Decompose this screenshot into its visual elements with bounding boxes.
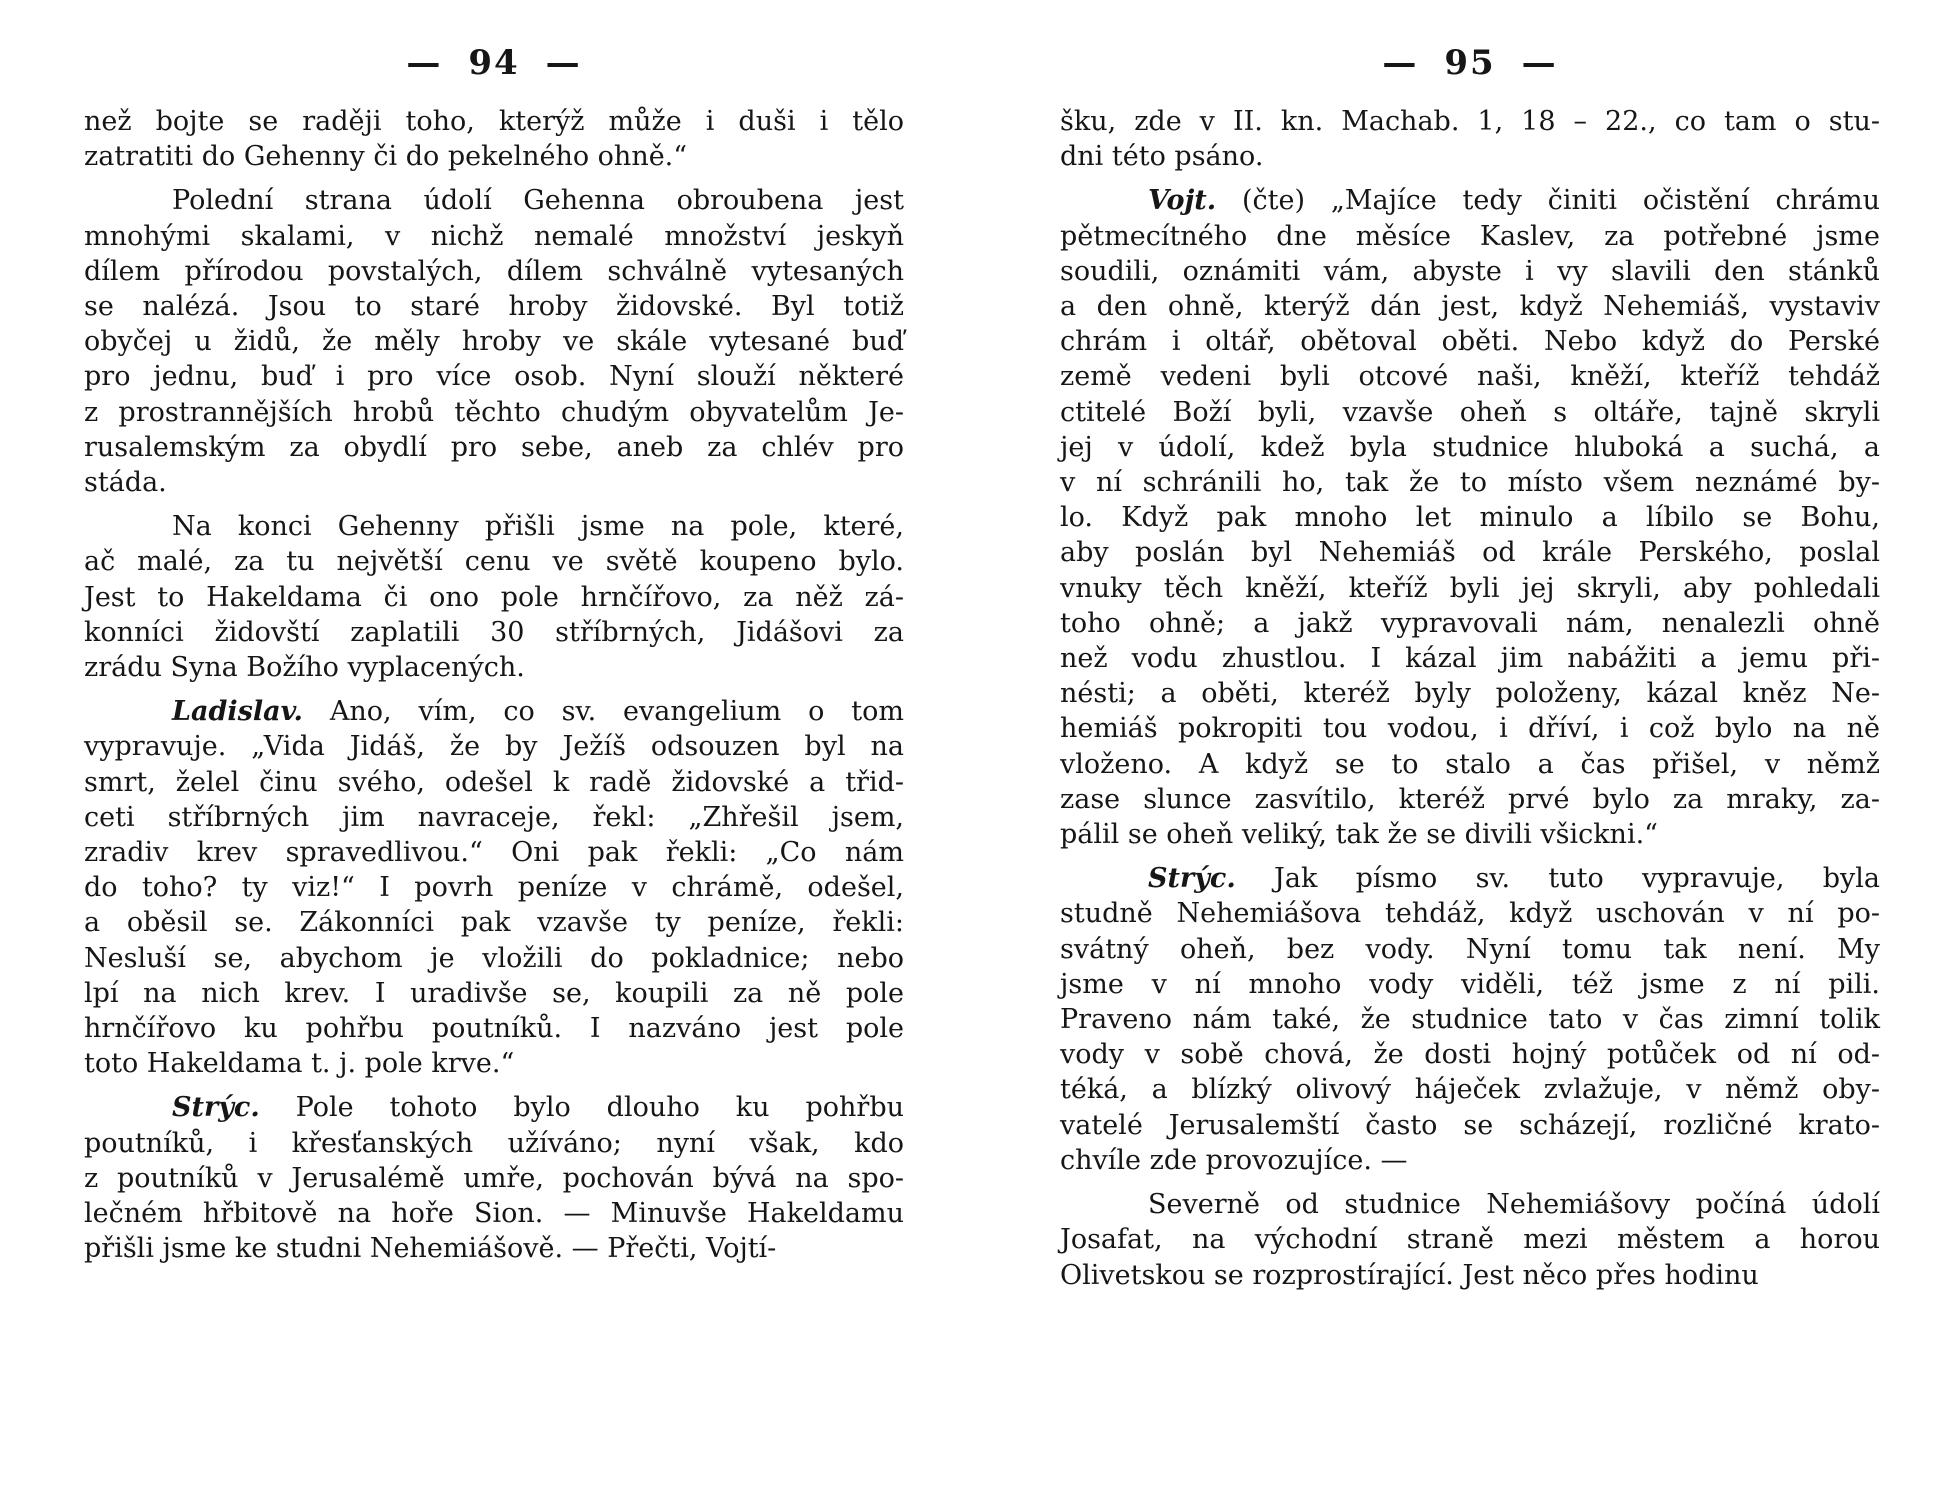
speaker-name: Ladislav. [172,696,303,728]
text-line: jsme v ní mnoho vody viděli, též jsme z ní pili. [1060,968,1880,1000]
text-line: Praveno nám také, že studnice tato v čas zimní tolik [1060,1004,1880,1036]
paragraph [84,509,904,685]
paragraph [1060,861,1880,1178]
text-line: rusalemským za obydlí pro sebe, aneb za chlév pro [84,431,904,463]
text-line: Polední strana údolí Gehenna obroubena jest [172,185,904,217]
text-line: lpí na nich krev. I uradivše se, koupili za ně pole [84,977,904,1009]
text-line [84,1090,904,1125]
text-line: zrádu Syna Božího vyplacených. [84,652,525,684]
speaker-name: Strýc. [1148,863,1236,895]
text-line: Olivetskou se rozprostírající. Jest něco přes hodinu [1060,1259,1759,1291]
text-line-content: Ano, vím, co sv. evangelium o tom [329,696,904,728]
page-number-right: — 95 — [1382,43,1558,83]
text-line: Nesluší se, abychom je vložili do pokladnice; nebo [84,942,904,974]
text-line: Josafat, na východní straně mezi městem a horou [1060,1224,1880,1256]
paragraph [1060,183,1880,852]
text-line: Na konci Gehenny přišli jsme na pole, které, [172,511,904,543]
text-line: země vedeni byli otcové naši, kněží, kteříž tehdáž [1060,361,1880,393]
speaker-name: Vojt. [1148,185,1217,217]
right-page [1060,38,1880,1478]
text-line: toho ohně; a jakž vypravovali nám, nenalezli ohně [1060,607,1880,639]
text-line: ceti stříbrných jim navraceje, řekl: „Zhřešil jsem, [84,801,904,833]
text-line: do toho? ty viz!“ I povrh peníze v chrámě, odešel, [84,872,904,904]
text-line: šku, zde v II. kn. Machab. 1, 18 – 22., co tam o stu- [1060,106,1880,137]
text-line: pálil se oheň veliký, tak že se divili všickni.“ [1060,819,1658,851]
text-line: mnohými skalami, v nichž nemalé množství jeskyň [84,220,904,252]
text-line: vloženo. A když se to stalo a čas přišel, v němž [1060,748,1880,780]
text-line: z poutníků v Jerusalémě umře, pochován bývá na spo- [84,1162,904,1194]
text-line: jej v údolí, kdež byla studnice hluboká a suchá, a [1060,431,1880,463]
text-line: smrt, želel činu svého, odešel k radě židovské a třid- [84,766,904,798]
page-number-left: — 94 — [406,43,582,83]
text-line: pětmecítného dne měsíce Kaslev, za potřebné jsme [1060,220,1880,252]
left-page [84,38,904,1478]
text-line: Severně od studnice Nehemiášovy počíná údolí [1148,1189,1880,1221]
text-line: vnuky těch kněží, kteříž byli jej skryli, aby pohledali [1060,572,1880,604]
text-line-content: Jak písmo sv. tuto vypravuje, byla [1274,863,1880,895]
paragraph [1060,104,1880,174]
text-line: lo. Když pak mnoho let minulo a líbilo se Bohu, [1060,502,1880,534]
text-line-content: (čte) „Majíce tedy činiti očistění chrámu [1241,185,1880,217]
text-line: a oběsil se. Zákonníci pak vzavše ty peníze, řekli: [84,907,904,939]
text-line: stáda. [84,467,167,499]
text-line [1060,861,1880,896]
text-line: nésti; a oběti, kteréž byly položeny, kázal kněz Ne- [1060,678,1880,710]
paragraph [84,104,904,174]
paragraph [84,183,904,500]
paragraph [84,1090,904,1266]
text-line: zatratiti do Gehenny či do pekelného ohně.“ [84,141,688,173]
text-line: hemiáš pokropiti tou vodou, i dříví, i což bylo na ně [1060,713,1880,745]
text-line: zradiv krev spravedlivou.“ Oni pak řekli: „Co nám [84,837,904,869]
text-line: se nalézá. Jsou to staré hroby židovské. Byl totiž [84,291,904,323]
text-line: dílem přírodou povstalých, dílem schválně vytesaných [84,255,904,287]
text-line: lečném hřbitově na hoře Sion. — Minuvše Hakeldamu [84,1198,904,1230]
text-line: pro jednu, buď i pro více osob. Nyní slouží některé [84,361,904,393]
text-line: hrnčířovo ku pohřbu poutníků. I nazváno jest pole [84,1013,904,1045]
text-line: vatelé Jerusalemští často se scházejí, rozličné krato- [1060,1109,1880,1141]
text-line: v ní schránili ho, tak že to místo všem neznámé by- [1060,467,1880,499]
text-line: ač malé, za tu největší cenu ve světě koupeno bylo. [84,546,904,578]
text-line: než bojte se raději toho, kterýž může i duši i tělo [84,106,904,137]
text-line: a den ohně, kterýž dán jest, když Nehemiáš, vystaviv [1060,291,1880,323]
text-line: než vodu zhustlou. I kázal jim nabážiti a jemu při- [1060,643,1880,675]
paragraph [84,694,904,1081]
text-line-content: Pole tohoto bylo dlouho ku pohřbu [295,1092,904,1124]
text-line: konníci židovští zaplatili 30 stříbrných, Jidášovi za [84,616,904,648]
text-line: svátný oheň, bez vody. Nyní tomu tak není. My [1060,933,1880,965]
text-line: aby poslán byl Nehemiáš od krále Perského, poslal [1060,537,1880,569]
text-line: obyčej u židů, že měly hroby ve skále vytesané buď [84,326,904,358]
text-line: chrám i oltář, obětoval oběti. Nebo když do Perské [1060,326,1880,358]
text-line: přišli jsme ke studni Nehemiášově. — Přečti, Vojtí- [84,1233,777,1265]
left-page-text [84,104,904,1267]
text-line: dni této psáno. [1060,141,1264,173]
text-line: studně Nehemiášova tehdáž, když uschován v ní po- [1060,898,1880,930]
paragraph [1060,1187,1880,1293]
text-line: ctitelé Boží byli, vzavše oheň s oltáře, tajně skryli [1060,396,1880,428]
text-line: vody v sobě chová, že dosti hojný potůček od ní od- [1060,1039,1880,1071]
text-line: chvíle zde provozujíce. — [1060,1144,1408,1176]
text-line: zase slunce zasvítilo, kteréž prvé bylo za mraky, za- [1060,783,1880,815]
text-line [84,694,904,729]
text-line: Jest to Hakeldama či ono pole hrnčířovo, za něž zá- [84,581,904,613]
text-line: toto Hakeldama t. j. pole krve.“ [84,1048,515,1080]
speaker-name: Strýc. [172,1092,260,1124]
text-line [1060,183,1880,218]
right-page-text [1060,104,1880,1293]
text-line: poutníků, i křesťanských užíváno; nyní však, kdo [84,1127,904,1159]
text-line: soudili, oznámiti vám, abyste i vy slavili den stánků [1060,255,1880,287]
text-line: téká, a blízký olivový háječek zvlažuje, v němž oby- [1060,1074,1880,1106]
text-line: vypravuje. „Vida Jidáš, že by Ježíš odsouzen byl na [84,731,904,763]
text-line: z prostrannějších hrobů těchto chudým obyvatelům Je- [84,396,904,428]
